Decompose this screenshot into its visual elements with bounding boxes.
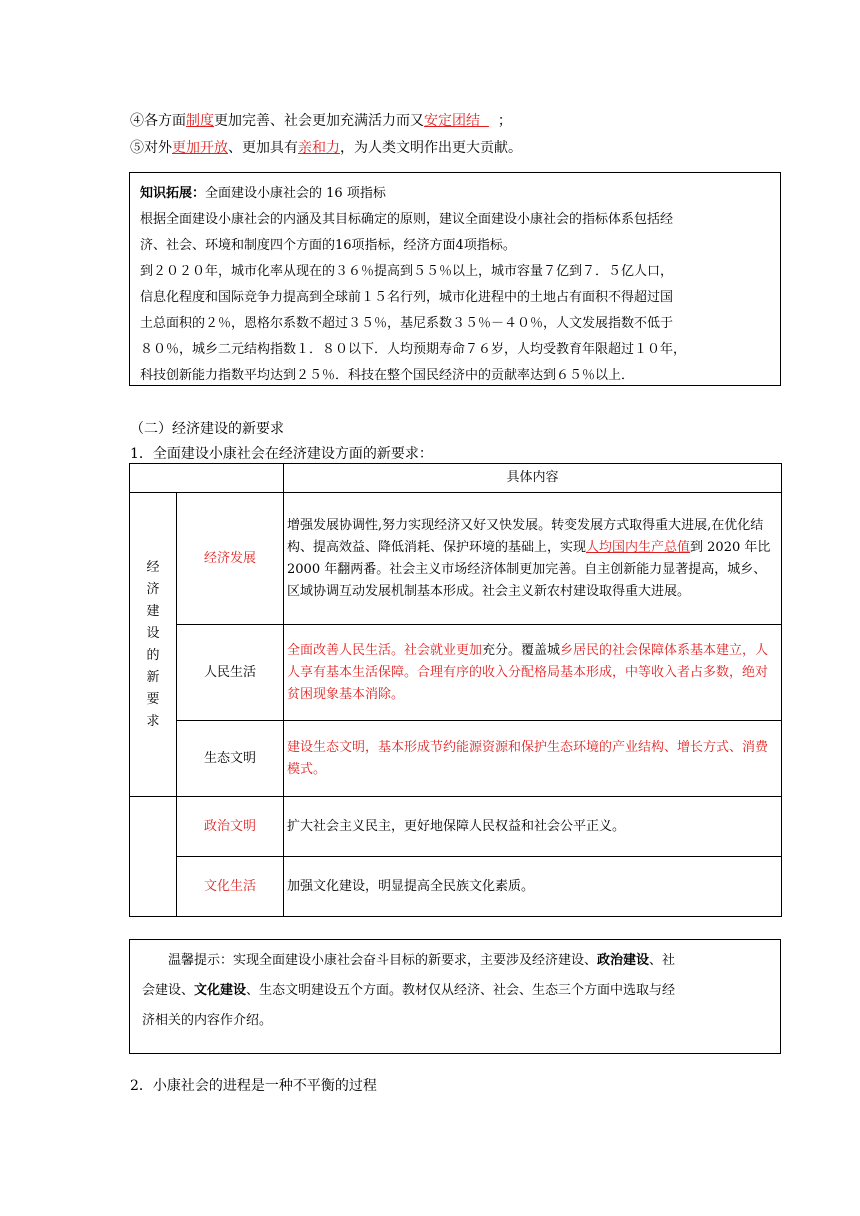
row-label-politics: 政治文明 xyxy=(177,797,284,857)
table-row xyxy=(130,721,782,797)
table-row xyxy=(130,493,782,625)
section-subheading-1: 1．全面建设小康社会在经济建设方面的新要求： xyxy=(130,446,433,462)
requirements-table xyxy=(129,463,782,917)
knowledge-box xyxy=(129,172,781,386)
intro-line-4: ④各方面制度更加完善、社会更加充满活力而又安定团结 ； xyxy=(130,113,512,129)
table-header-row xyxy=(130,464,782,493)
row-label-ecology: 生态文明 xyxy=(177,721,284,797)
row-content-culture: 加强文化建设，明显提高全民族文化素质。 xyxy=(284,857,782,917)
knowledge-line: 根据全面建设小康社会的内涵及其目标确定的原则，建议全面建设小康社会的指标体系包括经 xyxy=(140,212,674,227)
row-label-culture: 文化生活 xyxy=(177,857,284,917)
tip-line: 温馨提示：实现全面建设小康社会奋斗目标的新要求，主要涉及经济建设、政治建设、社 xyxy=(168,953,676,968)
knowledge-line: 到２０２０年，城市化率从现在的３６％提高到５５％以上，城市容量７亿到７．５亿人口， xyxy=(140,264,674,279)
red-term-open: 更加开放 xyxy=(172,140,228,156)
intro-line-5: ⑤对外更加开放、更加具有亲和力，为人类文明作出更大贡献。 xyxy=(130,140,522,156)
row-content-ecology: 建设生态文明，基本形成节约能源资源和保护生态环境的产业结构、增长方式、消费模式。 xyxy=(284,721,782,797)
knowledge-line: ８０％，城乡二元结构指数１．８０以下．人均预期寿命７６岁，人均受教育年限超过１０年， xyxy=(140,342,687,357)
row-content-economy: 增强发展协调性,努力实现经济又好又快发展。转变发展方式取得重大进展,在优化结构、提高效益、降低消耗、保护环境的基础上，实现人均国内生产总值到 2020 年比 2000 年翻两番。社会主义市场经济体制更加完善。自主创新能力显著提高，城乡、区域协调互动发展机制基本形成。社会主义新农村建设取得重大进展。 xyxy=(284,493,782,625)
table-row xyxy=(130,857,782,917)
knowledge-title: 知识拓展：全面建设小康社会的 16 项指标 xyxy=(140,186,386,201)
table-row xyxy=(130,797,782,857)
table-header: 具体内容 xyxy=(284,464,782,493)
section-subheading-2: 2．小康社会的进程是一种不平衡的过程 xyxy=(130,1078,377,1094)
tip-line: 会建设、文化建设、生态文明建设五个方面。教材仅从经济、社会、生态三个方面中选取与经 xyxy=(142,983,676,998)
row-content-livelihood: 全面改善人民生活。社会就业更加充分。覆盖城乡居民的社会保障体系基本建立，人人享有基本生活保障。合理有序的收入分配格局基本形成，中等收入者占多数，绝对贫困现象基本消除。 xyxy=(284,625,782,721)
knowledge-line: 土总面积的２％，恩格尔系数不超过３５％，基尼系数３５％－４０％，人文发展指数不低于 xyxy=(140,316,674,331)
row-content-politics: 扩大社会主义民主，更好地保障人民权益和社会公平正义。 xyxy=(284,797,782,857)
knowledge-line: 济、社会、环境和制度四个方面的16项指标，经济方面4项指标。 xyxy=(140,238,516,253)
group-label: 经 济 建 设 的 新 要 求 xyxy=(130,493,177,797)
red-term-system: 制度 xyxy=(186,113,214,129)
table-row xyxy=(130,625,782,721)
red-term-stability: 安定团结 xyxy=(424,113,480,129)
tip-box xyxy=(129,939,781,1054)
row-label-livelihood: 人民生活 xyxy=(177,625,284,721)
tip-line: 济相关的内容作介绍。 xyxy=(142,1013,273,1028)
knowledge-line: 信息化程度和国际竞争力提高到全球前１５名行列，城市化进程中的土地占有面积不得超过国 xyxy=(140,290,674,305)
section-heading: （二）经济建设的新要求 xyxy=(130,421,284,437)
row-label-economy: 经济发展 xyxy=(177,493,284,625)
red-term-affinity: 亲和力 xyxy=(298,140,340,156)
knowledge-line: 科技创新能力指数平均达到２５％．科技在整个国民经济中的贡献率达到６５％以上． xyxy=(140,368,635,383)
